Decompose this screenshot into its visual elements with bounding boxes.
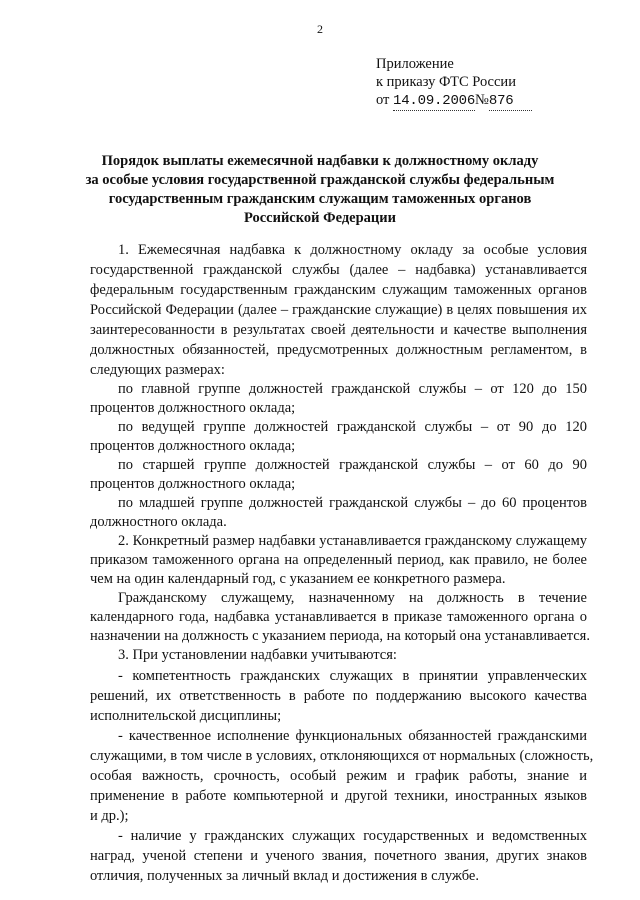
body-line: должностного оклада. xyxy=(90,514,227,530)
body-line: Гражданскому служащему, назначенному на должность в течение xyxy=(118,590,587,606)
body-line: наград, ученой степени и ученого звания, почетного звания, других знаков xyxy=(90,848,587,864)
body-line: особая важность, срочность, особый режим и график работы, знание и xyxy=(90,768,587,784)
page-number: 2 xyxy=(317,22,323,36)
body-line: - компетентность гражданских служащих в принятии управленческих xyxy=(118,668,587,684)
number-sign: № xyxy=(475,92,489,108)
title-line: Российской Федерации xyxy=(243,210,396,226)
body-line: служащими, в том числе в условиях, отклоняющихся от нормальных (сложность, xyxy=(90,748,594,764)
body-line: федеральным государственным гражданским служащим таможенных органов xyxy=(90,282,587,298)
title-line: Порядок выплаты ежемесячной надбавки к должностному окладу xyxy=(101,153,539,169)
body-line: государственной гражданской службы (далее – надбавка) устанавливается xyxy=(90,262,587,278)
body-line: отличия, полученных за личный вклад и достижения в службе. xyxy=(90,868,479,884)
title-line: государственным гражданским служащим таможенных органов xyxy=(108,191,532,207)
body-line: календарного года, надбавка устанавливается в приказе таможенного органа о xyxy=(90,609,587,625)
body-line: процентов должностного оклада; xyxy=(90,438,296,454)
body-line: Российской Федерации (далее – гражданские служащие) в целях повышения их xyxy=(90,302,587,318)
body-line: 2. Конкретный размер надбавки устанавливается гражданскому служащему xyxy=(118,533,587,549)
order-date: 14.09.2006 xyxy=(393,93,476,109)
date-prefix: от xyxy=(376,92,390,108)
appendix-date-line xyxy=(376,91,532,111)
body-line: заинтересованности в результатах своей деятельности и качестве выполнения xyxy=(90,322,587,338)
body-line: решений, их ответственность в работе по поддержанию высокого качества xyxy=(90,688,587,704)
body-line: и др.); xyxy=(90,808,129,824)
order-number: 876 xyxy=(489,92,532,111)
body-line: по ведущей группе должностей гражданской службы – от 90 до 120 xyxy=(118,419,587,435)
appendix-label: Приложение xyxy=(376,56,454,72)
body-line: следующих размерах: xyxy=(90,362,225,378)
body-line: 1. Ежемесячная надбавка к должностному окладу за особые условия xyxy=(118,242,587,258)
body-line: 3. При установлении надбавки учитываются: xyxy=(118,647,397,663)
body-line: по старшей группе должностей гражданской службы – от 60 до 90 xyxy=(118,457,587,473)
title-line: за особые условия государственной гражданской службы федеральным xyxy=(85,172,555,188)
appendix-order-ref: к приказу ФТС России xyxy=(376,74,516,90)
body-line: должностных обязанностей, предусмотренных должностным регламентом, в xyxy=(90,342,587,358)
body-line: процентов должностного оклада; xyxy=(90,400,296,416)
body-line: по главной группе должностей гражданской службы – от 120 до 150 xyxy=(118,381,587,397)
body-line: исполнительской дисциплины; xyxy=(90,708,282,724)
body-line: применение в работе компьютерной и другой техники, иностранных языков xyxy=(90,788,587,804)
body-line: - наличие у гражданских служащих государственных и ведомственных xyxy=(118,828,587,844)
body-line: назначении на должность с указанием периода, на который она устанавливается. xyxy=(90,628,590,644)
body-line: процентов должностного оклада; xyxy=(90,476,296,492)
body-line: - качественное исполнение функциональных обязанностей гражданскими xyxy=(118,728,587,744)
body-line: по младшей группе должностей гражданской службы – до 60 процентов xyxy=(118,495,587,511)
body-line: чем на один календарный год, с указанием ее конкретного размера. xyxy=(90,571,506,587)
body-line: приказом таможенного органа на определенный период, как правило, не более xyxy=(90,552,587,568)
